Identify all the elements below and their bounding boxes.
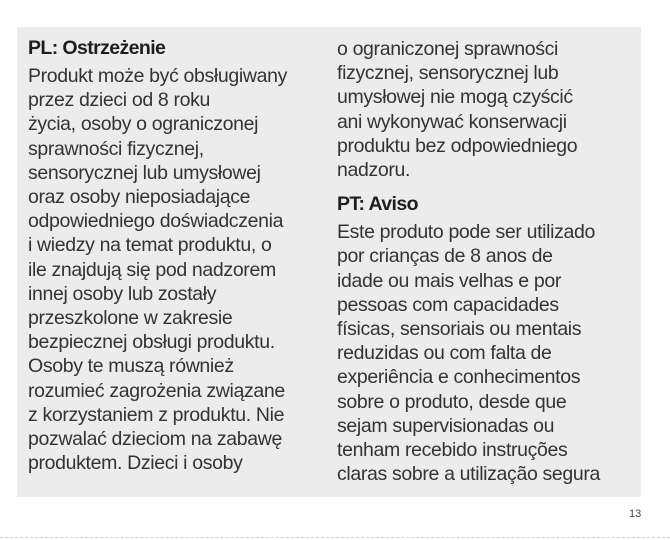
pl-body-line: Osoby te muszą również bbox=[28, 355, 234, 378]
pt-body-line: físicas, sensoriais ou mentais bbox=[337, 318, 582, 341]
pl-body-line: życia, osoby o ograniczonej bbox=[28, 113, 259, 136]
pl-body-line: pozwalać dzieciom na zabawę bbox=[28, 428, 282, 451]
pl-body-line: odpowiedniego doświadczenia bbox=[28, 210, 284, 233]
warning-panel bbox=[17, 27, 641, 497]
pl-warning-body-continued bbox=[337, 37, 637, 182]
pl-body-line: produktem. Dzieci i osoby bbox=[28, 452, 243, 475]
pt-warning-heading: PT: Aviso bbox=[337, 193, 418, 216]
pl-body-line: sensorycznej lub umysłowej bbox=[28, 161, 261, 184]
pl-body-line: innej osoby lub zostały bbox=[28, 282, 217, 305]
pl-body-line: produktu bez odpowiedniego bbox=[337, 134, 578, 157]
pl-body-line: ani wykonywać konserwacji bbox=[337, 110, 567, 133]
pl-body-line: oraz osoby nieposiadające bbox=[28, 186, 251, 209]
page-bottom-divider bbox=[0, 537, 670, 538]
pt-body-line: idade ou mais velhas e por bbox=[337, 269, 561, 292]
pt-body-line: sejam supervisionadas ou bbox=[337, 414, 555, 437]
pl-body-line: sprawności fizycznej, bbox=[28, 137, 204, 160]
pl-body-line: rozumieć zagrożenia związane bbox=[28, 379, 285, 402]
pt-body-line: experiência e conhecimentos bbox=[337, 366, 581, 389]
page-number: 13 bbox=[629, 508, 642, 520]
pt-body-line: por crianças de 8 anos de bbox=[337, 245, 553, 268]
pl-body-line: i wiedzy na temat produktu, o bbox=[28, 234, 272, 257]
pl-warning-body bbox=[28, 64, 328, 475]
pl-body-line: ile znajdują się pod nadzorem bbox=[28, 258, 276, 281]
pt-body-line: tenham recebido instruções bbox=[337, 439, 568, 462]
pl-warning-heading: PL: Ostrzeżenie bbox=[28, 37, 166, 59]
pl-body-line: umysłowej nie mogą czyścić bbox=[337, 86, 573, 109]
pt-body-line: pessoas com capacidades bbox=[337, 293, 559, 316]
pt-body-line: claras sobre a utilização segura bbox=[337, 463, 601, 486]
right-column bbox=[337, 37, 637, 486]
pl-body-line: fizycznej, sensorycznej lub bbox=[337, 62, 559, 85]
pl-body-line: nadzoru. bbox=[337, 159, 411, 182]
pt-warning-body bbox=[337, 220, 637, 486]
pl-body-line: przeszkolone w zakresie bbox=[28, 307, 233, 330]
pl-body-line: przez dzieci od 8 roku bbox=[28, 89, 210, 112]
pt-body-line: reduzidas ou com falta de bbox=[337, 342, 552, 365]
pl-body-line: o ograniczonej sprawności bbox=[337, 38, 559, 60]
pt-body-line: sobre o produto, desde que bbox=[337, 390, 567, 413]
pl-body-line: z korzystaniem z produktu. Nie bbox=[28, 403, 285, 426]
pt-body-line: Este produto pode ser utilizado bbox=[337, 221, 595, 244]
pl-body-line: Produkt może być obsługiwany bbox=[28, 65, 288, 87]
pl-body-line: bezpiecznej obsługi produktu. bbox=[28, 331, 275, 354]
left-column bbox=[28, 35, 328, 475]
